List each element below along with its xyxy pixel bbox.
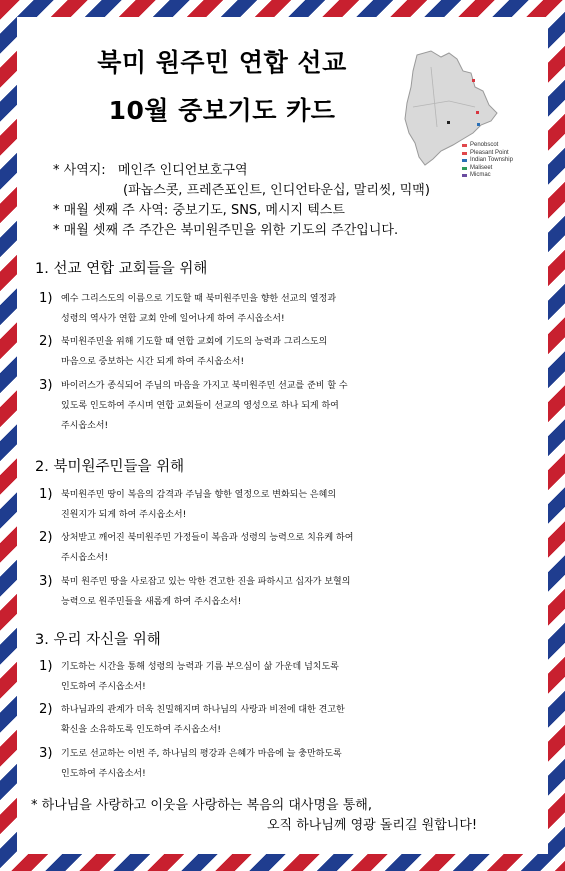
legend-swatch [462,174,467,177]
item-line: 인도하여 주시옵소서! [61,769,146,779]
item-line: 예수 그리스도의 이름으로 기도할 때 북미원주민을 향한 선교의 열정과 [61,294,337,304]
item-line: 북미 원주민 땅을 사로잡고 있는 악한 견고한 진을 파하시고 십자가 보혈의 [61,577,351,587]
item-number: 3) [39,378,53,393]
title-line-1: 북미 원주민 연합 선교 [97,48,347,77]
legend-label: Micmac [470,172,491,178]
legend-swatch [462,144,467,147]
weekly-ministry: * 매월 셋째 주 사역: 중보기도, SNS, 메시지 텍스트 [53,203,345,218]
section-heading: 2. 북미원주민들을 위해 [35,459,185,475]
prayer-item [39,485,542,525]
item-line: 상처받고 깨어진 북미원주민 가정들이 복음과 성령의 능력으로 치유케 하여 [61,533,354,543]
item-number: 2) [39,530,53,545]
legend-row [462,150,513,158]
legend-label: Indian Township [470,157,513,163]
title-line-2: 10월 중보기도 카드 [108,96,336,125]
item-line: 확신을 소유하도록 인도하여 주시옵소서! [61,725,221,735]
prayer-item [39,528,542,568]
item-number: 3) [39,574,53,589]
item-line: 북미원주민 땅이 복음의 감격과 주님을 향한 열정으로 변화되는 은혜의 [61,490,337,500]
legend-swatch [462,159,467,162]
legend-row [462,142,513,150]
item-line: 인도하여 주시옵소서! [61,682,146,692]
prayer-item [39,332,542,372]
prayer-item [39,744,542,784]
item-number: 2) [39,334,53,349]
legend-row [462,165,513,173]
legend-row [462,157,513,165]
legend-swatch [462,167,467,170]
item-number: 1) [39,659,53,674]
legend-row [462,172,513,180]
closing-line-2: 오직 하나님께 영광 돌리길 원합니다! [267,818,478,833]
region-line [53,159,248,178]
region-prefix: * 사역지: [53,163,106,178]
item-line: 능력으로 원주민들을 새롭게 하여 주시옵소서! [61,597,242,607]
item-line: 북미원주민을 위해 기도할 때 연합 교회에 기도의 능력과 그리스도의 [61,337,328,347]
legend-label: Pleasant Point [470,149,509,156]
prayer-card [17,17,548,854]
prayer-item [39,657,542,697]
region-name: 메인주 인디언보호구역 [117,163,248,178]
item-line: 기도하는 시간을 통해 성령의 능력과 기름 부으심이 삶 가운데 넘치도록 [61,662,339,672]
item-line: 있도록 인도하여 주시며 연합 교회들이 선교의 영성으로 하나 되게 하여 [61,401,339,411]
prayer-week-note: * 매월 셋째 주 주간은 북미원주민을 위한 기도의 주간입니다. [53,223,399,238]
item-line: 하나님과의 관계가 더욱 친밀해지며 하나님의 사랑과 비전에 대한 견고한 [61,705,345,715]
item-number: 1) [39,291,53,306]
section-heading: 1. 선교 연합 교회들을 위해 [35,261,208,277]
region-detail: (파놉스콧, 프레즌포인트, 인디언타운십, 말리씻, 믹맥) [123,183,430,198]
item-line: 성령의 역사가 연합 교회 안에 일어나게 하여 주시옵소서! [61,314,285,324]
item-line: 마음으로 중보하는 시간 되게 하여 주시옵소서! [61,357,245,367]
section-heading: 3. 우리 자신을 위해 [35,632,161,648]
item-number: 2) [39,702,53,717]
legend-swatch [462,152,467,155]
item-line: 기도로 선교하는 이번 주, 하나님의 평강과 은혜가 마음에 늘 충만하도록 [61,749,342,759]
prayer-item [39,572,542,612]
item-line: 바이러스가 종식되어 주님의 마음을 가지고 북미원주민 선교를 준비 할 수 [61,381,348,391]
item-line: 주시옵소서! [61,553,109,563]
legend-label: Maliseet [470,164,493,171]
prayer-item [39,700,542,740]
item-number: 1) [39,487,53,502]
item-line: 진원지가 되게 하여 주시옵소서! [61,510,187,520]
closing-line-1: * 하나님을 사랑하고 이웃을 사랑하는 복음의 대사명을 통해, [31,798,372,813]
item-line: 주시옵소서! [61,421,109,431]
item-number: 3) [39,746,53,761]
legend-label: Penobscot [470,142,499,148]
prayer-item [39,289,542,329]
map-legend [462,142,513,180]
prayer-item [39,376,542,436]
